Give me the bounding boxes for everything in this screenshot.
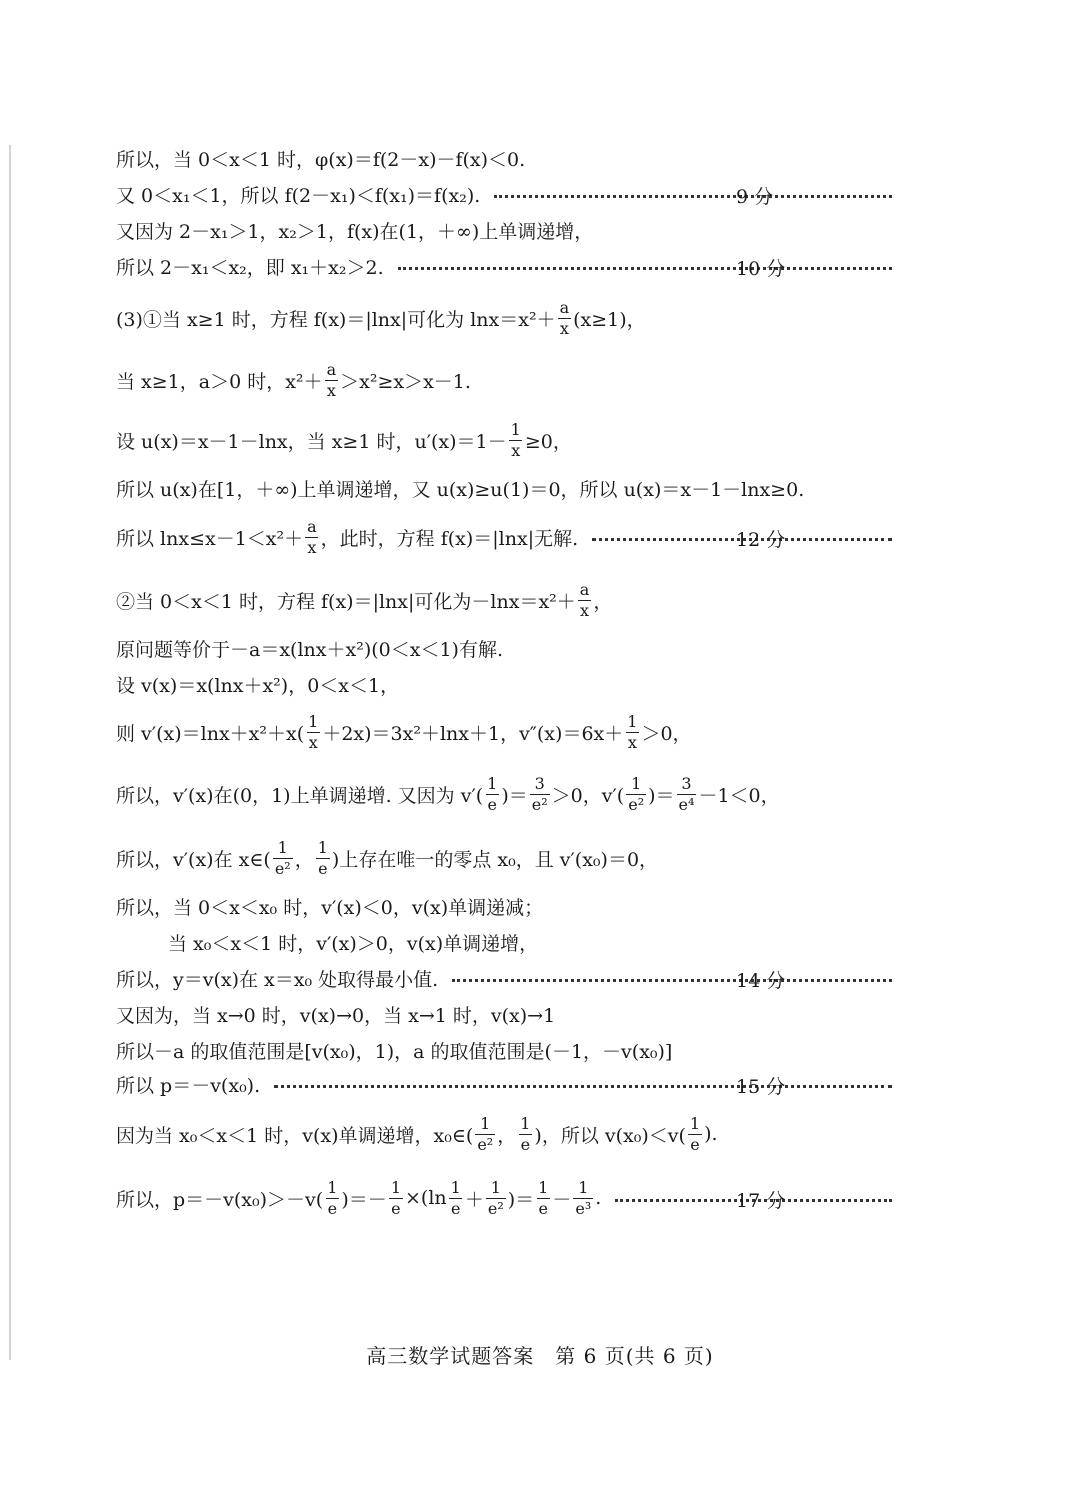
fraction-1-over-x: $\frac{1}{x}$ <box>308 711 319 752</box>
solution-line-10 <box>116 580 902 620</box>
fraction-1-over-e: $\frac{1}{e}$ <box>450 1177 461 1218</box>
line-text: ， <box>593 590 613 613</box>
line-text: 所以 p＝－v(x₀). <box>116 1074 261 1097</box>
solution-line-15 <box>116 838 902 878</box>
line-text: ). <box>704 1123 718 1145</box>
solution-line-9: 所以 lnx≤x－1＜x²＋ $\frac{a}{x}$ ，此时，方程 f(x)＝|lnx|无解. 12 分 <box>116 517 902 557</box>
line-text: ＞0， <box>641 722 692 745</box>
line-text: ＞0，v′( <box>551 784 625 807</box>
line-text: 设 v(x)＝x(lnx＋x²)，0＜x＜1， <box>116 674 400 697</box>
line-text: 所以，v′(x)在(0，1)上单调递增. 又因为 v′( <box>116 784 484 807</box>
line-text: 所以，v′(x)在 x∈( <box>116 848 271 871</box>
leader-dots <box>274 1085 892 1088</box>
leader-dots <box>452 979 892 982</box>
leader-dots <box>494 195 892 198</box>
solution-line-5 <box>116 298 902 338</box>
page-footer: 高三数学试题答案 第 6 页(共 6 页) <box>366 1344 714 1368</box>
solution-line-6 <box>116 360 902 400</box>
line-text: )，所以 v(x₀)＜v( <box>534 1124 686 1147</box>
line-text: (3)①当 x≥1 时，方程 f(x)＝|lnx|可化为 lnx＝x²＋ <box>116 308 556 331</box>
solution-line-8 <box>116 468 902 508</box>
line-text: 所以，p＝－v(x₀)＞－v( <box>116 1188 324 1211</box>
line-text: 所以 lnx≤x－1＜x²＋ <box>116 527 304 550</box>
fraction-1-over-e: $\frac{1}{e}$ <box>520 1113 531 1154</box>
leader-dots <box>398 267 892 270</box>
solution-line-2: 又 0＜x₁＜1，所以 f(2－x₁)＜f(x₁)＝f(x₂). 9 分 <box>116 174 902 214</box>
line-text: 所以 u(x)在[1，＋∞)上单调递增，又 u(x)≥u(1)＝0，所以 u(x)＝x－1－lnx≥0. <box>116 478 805 501</box>
line-text: 所以，y＝v(x)在 x＝x₀ 处取得最小值. <box>116 968 439 991</box>
fraction-1-over-e2: $\frac{1}{\text{e²}}$ <box>477 1113 494 1154</box>
fraction-1-over-e: $\frac{1}{e}$ <box>327 1177 338 1218</box>
fraction-a-over-x: $\frac{a}{x}$ <box>579 579 590 620</box>
line-text: －1＜0， <box>698 784 780 807</box>
line-text: 当 x₀＜x＜1 时，v′(x)＞0，v(x)单调递增， <box>168 932 539 955</box>
solution-line-22 <box>116 1114 902 1154</box>
solution-line-21: 所以 p＝－v(x₀). 15 分 <box>116 1064 902 1104</box>
solution-line-13 <box>116 712 902 752</box>
line-text: ，此时，方程 f(x)＝|lnx|无解. <box>320 527 579 550</box>
line-text: ＞x²≥x＞x－1. <box>340 370 471 393</box>
fraction-3-over-e4: $\frac{3}{\text{e⁴}}$ <box>678 773 695 814</box>
line-text: ×(ln <box>405 1187 447 1209</box>
line-text: ＋ <box>464 1188 484 1211</box>
line-text: ＋2x)＝3x²＋lnx＋1，v″(x)＝6x＋ <box>322 722 624 745</box>
fraction-a-over-x: $\frac{a}{x}$ <box>326 359 337 400</box>
line-text: 原问题等价于－a＝x(lnx＋x²)(0＜x＜1)有解. <box>116 638 503 661</box>
line-text: 则 v′(x)＝lnx＋x²＋x( <box>116 722 305 745</box>
line-text: ， <box>497 1124 517 1147</box>
line-text: )＝－ <box>341 1188 387 1211</box>
line-text: － <box>552 1188 572 1211</box>
solution-line-12 <box>116 664 902 704</box>
solution-line-17 <box>168 922 902 962</box>
fraction-1-over-x: $\frac{1}{x}$ <box>627 711 638 752</box>
fraction-1-over-e: $\frac{1}{e}$ <box>317 837 328 878</box>
solution-line-7 <box>116 420 902 460</box>
line-text: 当 x≥1，a＞0 时，x²＋ <box>116 370 323 393</box>
line-text: ②当 0＜x＜1 时，方程 f(x)＝|lnx|可化为－lnx＝x²＋ <box>116 590 576 613</box>
fraction-1-over-e3: $\frac{1}{\text{e³}}$ <box>575 1177 592 1218</box>
fraction-1-over-e: $\frac{1}{e}$ <box>390 1177 401 1218</box>
line-text: 所以－a 的取值范围是[v(x₀)，1)，a 的取值范围是(－1，－v(x₀)] <box>116 1040 673 1063</box>
solution-line-4: 所以 2－x₁＜x₂，即 x₁＋x₂＞2. 10 分 <box>116 246 902 286</box>
fraction-1-over-e: $\frac{1}{e}$ <box>689 1113 701 1154</box>
line-text: 所以，当 0＜x＜x₀ 时，v′(x)＜0，v(x)单调递减； <box>116 896 544 919</box>
fraction-1-over-e2: $\frac{1}{\text{e²}}$ <box>487 1177 504 1218</box>
fraction-1-over-e2: $\frac{1}{\text{e²}}$ <box>628 773 645 814</box>
line-text: )上存在唯一的零点 x₀，且 v′(x₀)＝0， <box>331 848 659 871</box>
fraction-1-over-e2: $\frac{1}{\text{e²}}$ <box>274 837 291 878</box>
solution-line-3 <box>116 210 902 250</box>
line-text: . <box>595 1187 602 1209</box>
line-text: 又 0＜x₁＜1，所以 f(2－x₁)＜f(x₁)＝f(x₂). <box>116 184 481 207</box>
line-text: ， <box>294 848 314 871</box>
solution-line-11 <box>116 628 902 668</box>
fraction-1-over-e: $\frac{1}{e}$ <box>487 773 498 814</box>
left-margin-line <box>9 145 11 1360</box>
solution-line-1 <box>116 138 902 178</box>
solution-line-16 <box>116 886 902 926</box>
solution-line-14 <box>116 774 902 814</box>
solution-line-18: 所以，y＝v(x)在 x＝x₀ 处取得最小值. 14 分 <box>116 958 902 998</box>
line-text: 因为当 x₀＜x＜1 时，v(x)单调递增，x₀∈( <box>116 1124 474 1147</box>
line-text: (x≥1)， <box>573 308 646 331</box>
solution-line-23: 所以，p＝－v(x₀)＞－v( $\frac{1}{e}$ )＝－ $\frac{1}{e}$ ×(ln $\frac{1}{e}$ ＋ $\frac{1}{\text{e²}}$ )＝ $\frac{1}{e}$ － $\frac{1}{\text{e³}}$ . 17 分 <box>116 1178 902 1218</box>
line-text: )＝ <box>501 784 528 807</box>
line-text: ≥0， <box>524 430 572 453</box>
fraction-a-over-x: $\frac{a}{x}$ <box>307 516 317 557</box>
line-text: )＝ <box>507 1188 535 1211</box>
fraction-1-over-x: $\frac{1}{x}$ <box>510 419 521 460</box>
line-text: )＝ <box>648 784 675 807</box>
line-text: 所以 2－x₁＜x₂，即 x₁＋x₂＞2. <box>116 256 384 279</box>
fraction-1-over-e: $\frac{1}{e}$ <box>538 1177 549 1218</box>
fraction-3-over-e2: $\frac{3}{\text{e²}}$ <box>531 773 548 814</box>
line-text: 设 u(x)＝x－1－lnx，当 x≥1 时，u′(x)＝1－ <box>116 430 507 453</box>
line-text: 又因为，当 x→0 时，v(x)→0，当 x→1 时，v(x)→1 <box>116 1004 556 1027</box>
line-text: 又因为 2－x₁＞1，x₂＞1，f(x)在(1，＋∞)上单调递增， <box>116 220 594 243</box>
solution-line-19 <box>116 994 902 1034</box>
line-text: 所以，当 0＜x＜1 时，φ(x)＝f(2－x)－f(x)＜0. <box>116 148 526 171</box>
fraction-a-over-x: $\frac{a}{x}$ <box>559 297 570 338</box>
